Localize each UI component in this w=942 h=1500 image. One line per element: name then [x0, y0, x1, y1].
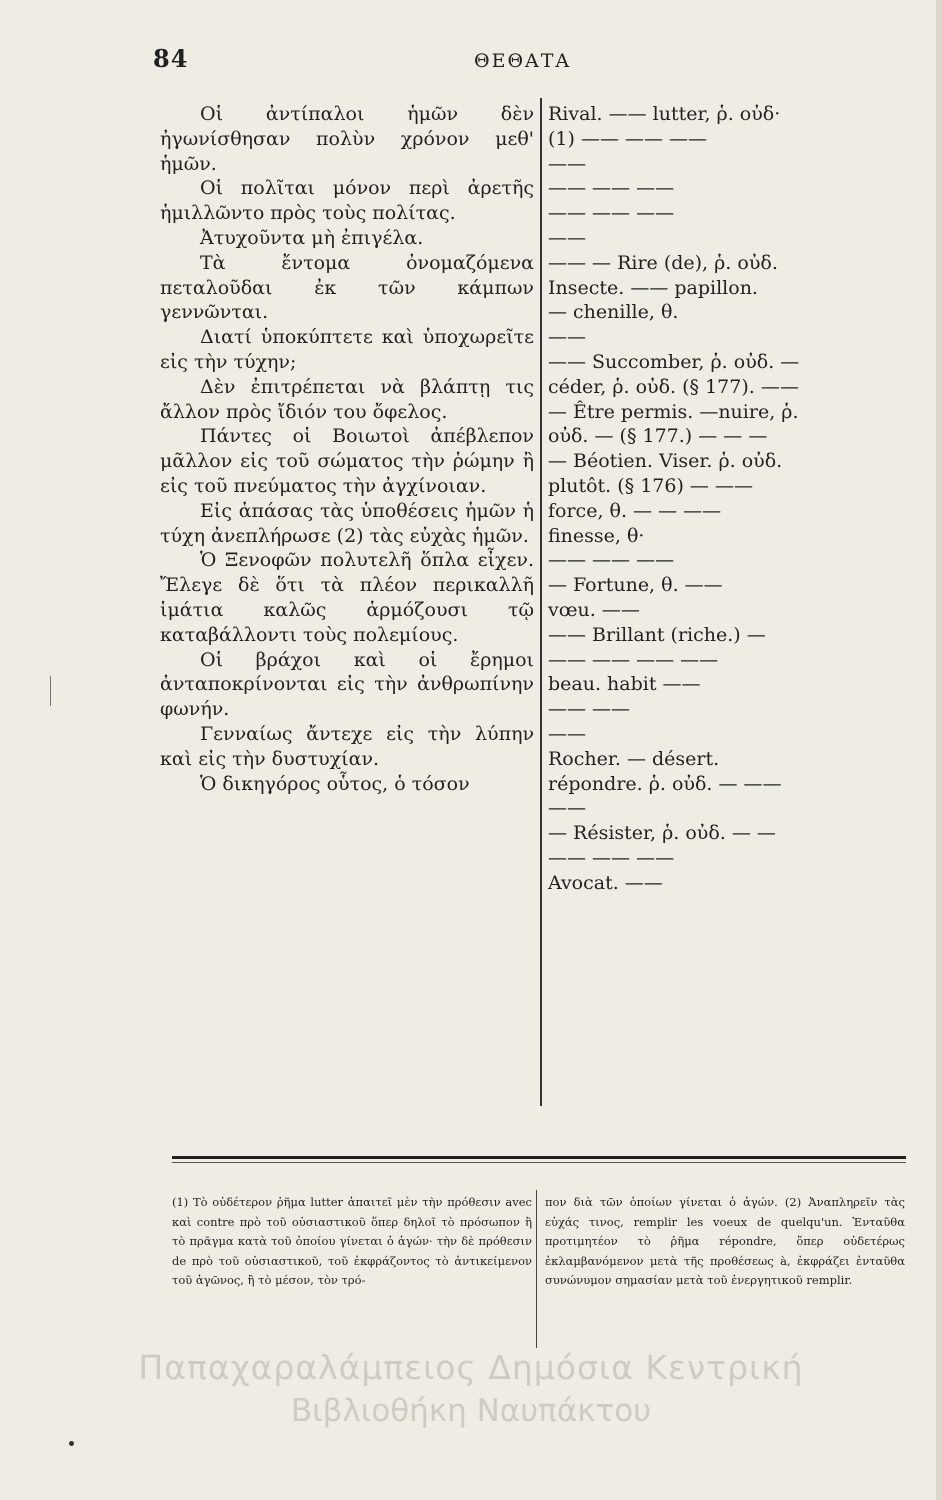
vocab-line: —— —— —— —— [548, 648, 719, 671]
exercise-paragraph: Ὁ δικηγόρος οὗτος, ὁ τόσον [200, 772, 470, 795]
vocab-line: — Béotien. Viser. ῥ. οὐδ. [548, 450, 783, 473]
exercise-paragraph: Γενναίως ἄντεχε εἰς τὴν λύπην καὶ εἰς τὴν δυστυχίαν. [160, 722, 534, 770]
footnote-text: (1) Τὸ οὐδέτερον ῥῆμα lutter ἀπαιτεῖ μὲν τὴν πρόθεσιν avec καὶ contre πρὸ τοῦ οὐσιαστικοῦ ὅπερ δηλοῖ τὸ πρόσωπον ἢ τὸ πρᾶγμα κατὰ τοῦ ὁποίου γίνεται ὁ ἀγών· τὴν δὲ πρόθεσιν de πρὸ τοῦ οὐσιαστικοῦ, τοῦ ἐκφράζοντος τὸ ἀντικείμενον τοῦ ἀγῶνος, ἢ τὸ μέσον, τὸν τρό- [172, 1195, 532, 1288]
vocab-line: —— [548, 226, 586, 249]
footnote-rule [172, 1156, 906, 1159]
vocab-line: vœu. —— [548, 598, 640, 621]
footnote-rule-thin [172, 1162, 906, 1163]
column-divider [540, 98, 542, 1106]
footnote-left [172, 1193, 532, 1291]
vocab-line: Rocher. — désert. [548, 747, 720, 770]
footnote-right [545, 1193, 905, 1291]
vocab-line: οὐδ. — (§ 177.) — — — [548, 425, 768, 448]
vocab-line: beau. habit —— [548, 673, 701, 696]
vocab-line: —— —— —— [548, 202, 675, 225]
vocab-line: — Fortune, θ. —— [548, 574, 723, 597]
exercise-paragraph: Οἱ βράχοι καὶ οἱ ἔρημοι ἀνταποκρίνονται εἰς τὴν ἀνθρωπίνην φωνήν. [160, 648, 534, 721]
page-number: 84 [153, 44, 189, 73]
footnote-text: πον διὰ τῶν ὁποίων γίνεται ὁ ἀγών. (2) Ἀναπληρεῖν τὰς εὐχάς τινος, remplir les voeux de quelqu'un. Ἐνταῦθα προτιμητέον τὸ ῥῆμα répondre, ὅπερ οὐδετέρως ἐκλαμβανόμενον μετὰ τῆς προθέσεως à, ἐκφράζει ἐνταῦθα συνώνυμον σημασίαν μετὰ τοῦ ἐνεργητικοῦ remplir. [545, 1195, 905, 1288]
vocab-line: Rival. —— lutter, ῥ. οὐδ· [548, 103, 781, 125]
vocab-line: —— —— —— [548, 846, 675, 869]
vocab-line: (1) —— —— —— [548, 127, 708, 150]
vocab-line: Insecte. —— papillon. [548, 276, 758, 299]
running-title: ΘΕΘΑΤΑ [474, 50, 572, 72]
exercise-paragraph: Διατί ὑποκύπτετε καὶ ὑποχωρεῖτε εἰς τὴν τύχην; [160, 326, 534, 373]
vocab-line: —— —— [548, 698, 631, 721]
vocab-line: finesse, θ· [548, 524, 645, 547]
exercise-paragraph: Οἱ πολῖται μόνον περὶ ἀρετῆς ἡμιλλῶντο πρὸς τοὺς πολίτας. [160, 177, 534, 225]
margin-mark [50, 676, 51, 706]
library-watermark-line2: Βιβλιοθήκη Ναυπάκτου [290, 1393, 652, 1429]
vocab-line: force, θ. — — —— [548, 499, 722, 522]
vocab-line: plutôt. (§ 176) — —— [548, 474, 753, 497]
exercise-paragraph: Εἰς ἁπάσας τὰς ὑποθέσεις ἡμῶν ἡ τύχη ἀνεπλήρωσε (2) τὰς εὐχὰς ἡμῶν. [160, 499, 534, 547]
exercise-paragraph: Ἀτυχοῦντα μὴ ἐπιγέλα. [200, 226, 424, 249]
vocab-line: — Résister, ῥ. οὐδ. — — [548, 822, 776, 845]
vocab-line: —— [548, 797, 586, 820]
vocab-line: céder, ῥ. οὐδ. (§ 177). —— [548, 375, 799, 398]
greek-exercise-column [160, 102, 534, 796]
library-watermark: Παπαχαραλάμπειος Δημόσια Κεντρική [138, 1348, 804, 1387]
vocab-line: —— —— —— [548, 177, 675, 200]
exercise-paragraph: Οἱ ἀντίπαλοι ἡμῶν δὲν ἠγωνίσθησαν πολὺν χρόνον μεθ' ἡμῶν. [160, 103, 534, 175]
french-vocabulary-column [548, 102, 903, 896]
exercise-paragraph: Δὲν ἐπιτρέπεται νὰ βλάπτῃ τις ἄλλον πρὸς ἴδιόν του ὄφελος. [160, 375, 534, 423]
vocab-line: —— [548, 722, 586, 745]
vocab-line: —— Brillant (riche.) — [548, 623, 766, 646]
exercise-paragraph: Τὰ ἔντομα ὀνομαζόμενα πεταλοῦδαι ἐκ τῶν κάμπων γεννῶνται. [160, 251, 534, 324]
ink-dot [69, 1441, 74, 1446]
vocab-line: —— [548, 326, 586, 349]
vocab-line: — chenille, θ. [548, 301, 679, 324]
footnote-divider [536, 1190, 537, 1348]
vocab-line: —— [548, 152, 586, 175]
exercise-paragraph: Πάντες οἱ Βοιωτοὶ ἀπέβλεπον μᾶλλον εἰς τοῦ σώματος τὴν ῥώμην ἢ εἰς τοῦ πνεύματος τὴν ἀγχίνοιαν. [160, 425, 534, 497]
page-edge [936, 0, 942, 1500]
exercise-paragraph: Ὁ Ξενοφῶν πολυτελῆ ὅπλα εἶχεν. Ἔλεγε δὲ ὅτι τὰ πλέον περικαλλῆ ἱμάτια καλῶς ἁρμόζουσι τῷ καταβάλλοντι τοὺς πολεμίους. [160, 549, 534, 646]
vocab-line: —— — Rire (de), ῥ. οὐδ. [548, 251, 778, 274]
vocab-line: —— —— —— [548, 549, 675, 572]
vocab-line: —— Succomber, ῥ. οὐδ. — [548, 350, 800, 373]
vocab-line: — Être permis. —nuire, ῥ. [548, 400, 799, 423]
vocab-line: Avocat. —— [548, 871, 663, 894]
vocab-line: répondre. ῥ. οὐδ. — —— [548, 772, 782, 795]
